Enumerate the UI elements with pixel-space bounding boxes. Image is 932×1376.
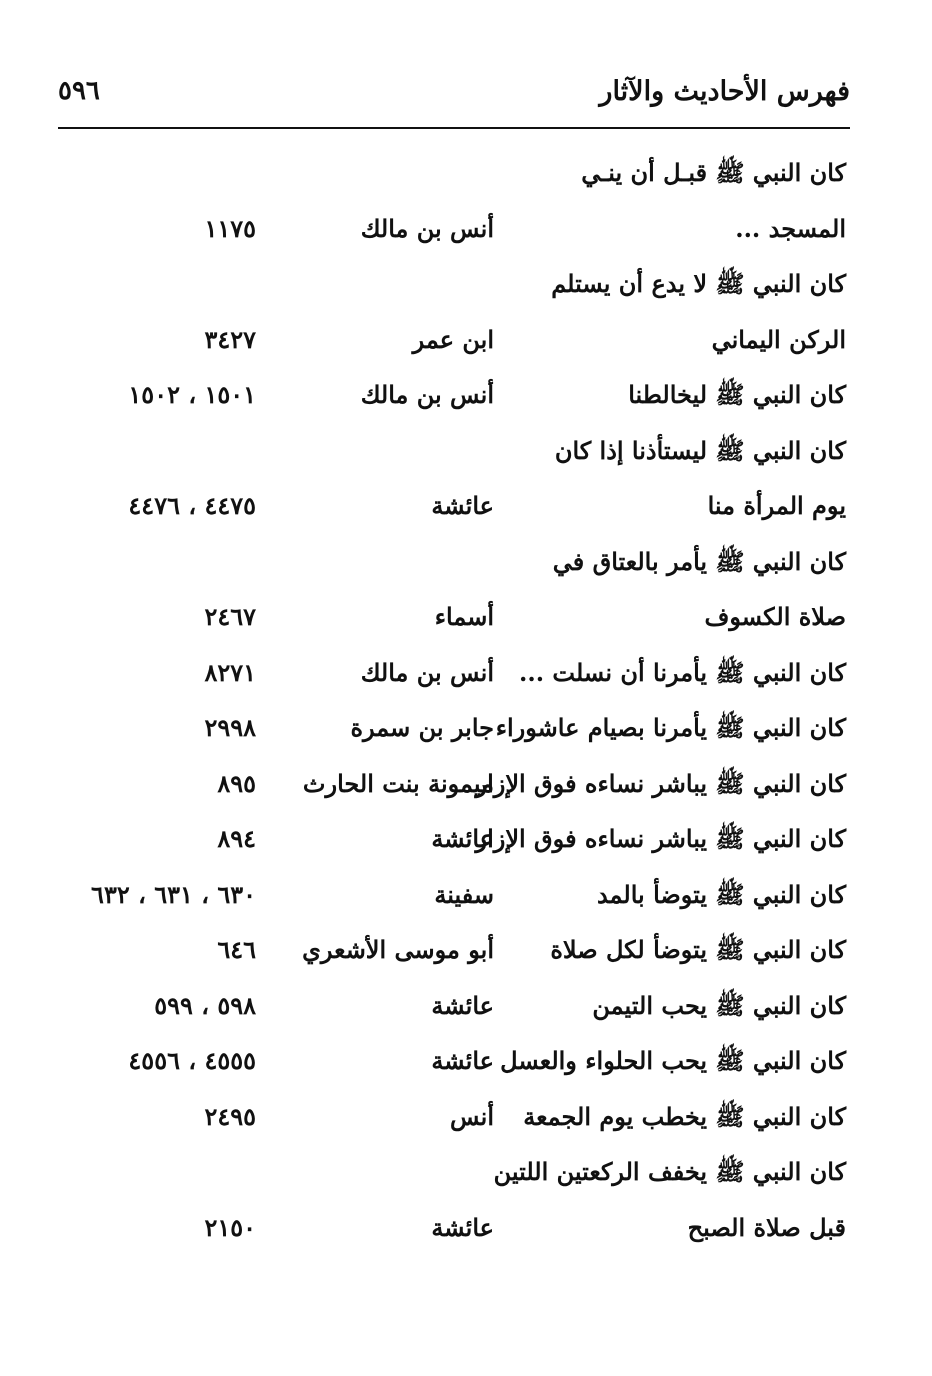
narrator: جابر بن سمرة bbox=[350, 713, 494, 742]
hadith-text: كان النبي ﷺ يباشر نساءه فوق الإزار bbox=[475, 824, 846, 853]
index-entry bbox=[0, 483, 932, 539]
hadith-text: كان النبي ﷺ يخطب يوم الجمعة bbox=[523, 1101, 846, 1131]
hadith-text: كان النبي ﷺ يحب الحلواء والعسل bbox=[500, 1046, 846, 1075]
narrator: سفينة bbox=[434, 879, 494, 909]
index-entry bbox=[0, 983, 932, 1039]
hadith-text: كان النبي ﷺ يأمرنا بصيام عاشوراء bbox=[495, 713, 846, 742]
hadith-numbers: ٥٩٨ ، ٥٩٩ bbox=[154, 990, 256, 1020]
narrator: أسماء bbox=[434, 602, 494, 631]
index-entry bbox=[0, 261, 932, 317]
hadith-numbers: ٤٥٥٥ ، ٤٥٥٦ bbox=[128, 1046, 256, 1075]
page-number: ٥٩٦ bbox=[58, 76, 100, 106]
hadith-numbers: ٨٩٤ bbox=[217, 824, 256, 853]
index-entry bbox=[0, 206, 932, 262]
hadith-text: المسجد ... bbox=[735, 213, 846, 243]
hadith-text: يوم المرأة منا bbox=[707, 491, 846, 520]
narrator: ابن عمر bbox=[412, 324, 494, 354]
hadith-numbers: ٢٩٩٨ bbox=[204, 713, 256, 742]
hadith-text: قبل صلاة الصبح bbox=[687, 1212, 846, 1242]
hadith-text: كان النبي ﷺ يتوضأ بالمد bbox=[596, 879, 846, 909]
hadith-numbers: ١١٧٥ bbox=[204, 213, 256, 243]
hadith-text: كان النبي ﷺ ليخالطنا bbox=[628, 380, 846, 409]
hadith-numbers: ١٥٠١ ، ١٥٠٢ bbox=[128, 380, 256, 409]
hadith-numbers: ٦٣٠ ، ٦٣١ ، ٦٣٢ bbox=[91, 879, 256, 909]
hadith-text: كان النبي ﷺ يأمر بالعتاق في bbox=[552, 546, 846, 576]
hadith-text: صلاة الكسوف bbox=[704, 602, 846, 631]
narrator: عائشة bbox=[431, 824, 494, 853]
hadith-numbers: ٨٩٥ bbox=[217, 768, 256, 798]
index-entry bbox=[0, 539, 932, 595]
index-entry bbox=[0, 761, 932, 817]
index-entry bbox=[0, 150, 932, 206]
narrator: عائشة bbox=[431, 990, 494, 1020]
hadith-text: كان النبي ﷺ يحب التيمن bbox=[592, 990, 846, 1020]
narrator: أنس بن مالك bbox=[360, 213, 494, 243]
hadith-numbers: ٢٤٦٧ bbox=[204, 602, 256, 631]
index-entry bbox=[0, 816, 932, 872]
index-entry bbox=[0, 428, 932, 484]
hadith-text: كان النبي ﷺ لا يدع أن يستلم bbox=[551, 269, 846, 298]
hadith-text: كان النبي ﷺ ليستأذنا إذا كان bbox=[554, 435, 846, 465]
index-entry bbox=[0, 1038, 932, 1094]
index-entry bbox=[0, 372, 932, 428]
narrator: عائشة bbox=[431, 491, 494, 520]
index-entry bbox=[0, 705, 932, 761]
hadith-numbers: ٦٤٦ bbox=[217, 935, 256, 964]
page-header bbox=[58, 70, 850, 120]
index-entry bbox=[0, 594, 932, 650]
hadith-text: الركن اليماني bbox=[711, 324, 846, 354]
index-entry bbox=[0, 927, 932, 983]
index-entry bbox=[0, 1149, 932, 1205]
hadith-text: كان النبي ﷺ يخفف الركعتين اللتين bbox=[493, 1157, 846, 1186]
narrator: عائشة bbox=[431, 1046, 494, 1075]
narrator: أنس bbox=[450, 1101, 494, 1131]
hadith-numbers: ٢١٥٠ bbox=[204, 1212, 256, 1242]
hadith-index-list bbox=[0, 150, 932, 1260]
hadith-numbers: ٢٤٩٥ bbox=[204, 1101, 256, 1131]
hadith-text: كان النبي ﷺ يأمرنا أن نسلت ... bbox=[519, 657, 846, 687]
narrator: أبو موسى الأشعري bbox=[302, 935, 494, 964]
index-entry bbox=[0, 650, 932, 706]
index-entry bbox=[0, 1094, 932, 1150]
narrator: أنس بن مالك bbox=[360, 657, 494, 687]
hadith-numbers: ٣٤٢٧ bbox=[204, 324, 256, 354]
narrator: أنس بن مالك bbox=[360, 380, 494, 409]
hadith-text: كان النبي ﷺ يتوضأ لكل صلاة bbox=[550, 935, 846, 964]
hadith-numbers: ٨٢٧١ bbox=[204, 657, 256, 687]
page-title: فهرس الأحاديث والآثار bbox=[599, 76, 850, 107]
hadith-text: كان النبي ﷺ يباشر نساءه فوق الإزار bbox=[475, 768, 846, 798]
header-divider bbox=[58, 127, 850, 129]
hadith-numbers: ٤٤٧٥ ، ٤٤٧٦ bbox=[128, 491, 256, 520]
narrator: عائشة bbox=[431, 1212, 494, 1242]
index-entry bbox=[0, 1205, 932, 1261]
narrator: ميمونة بنت الحارث bbox=[302, 768, 494, 798]
hadith-text: كان النبي ﷺ قبـل أن ينـي bbox=[581, 158, 846, 187]
index-entry bbox=[0, 317, 932, 373]
index-entry bbox=[0, 872, 932, 928]
